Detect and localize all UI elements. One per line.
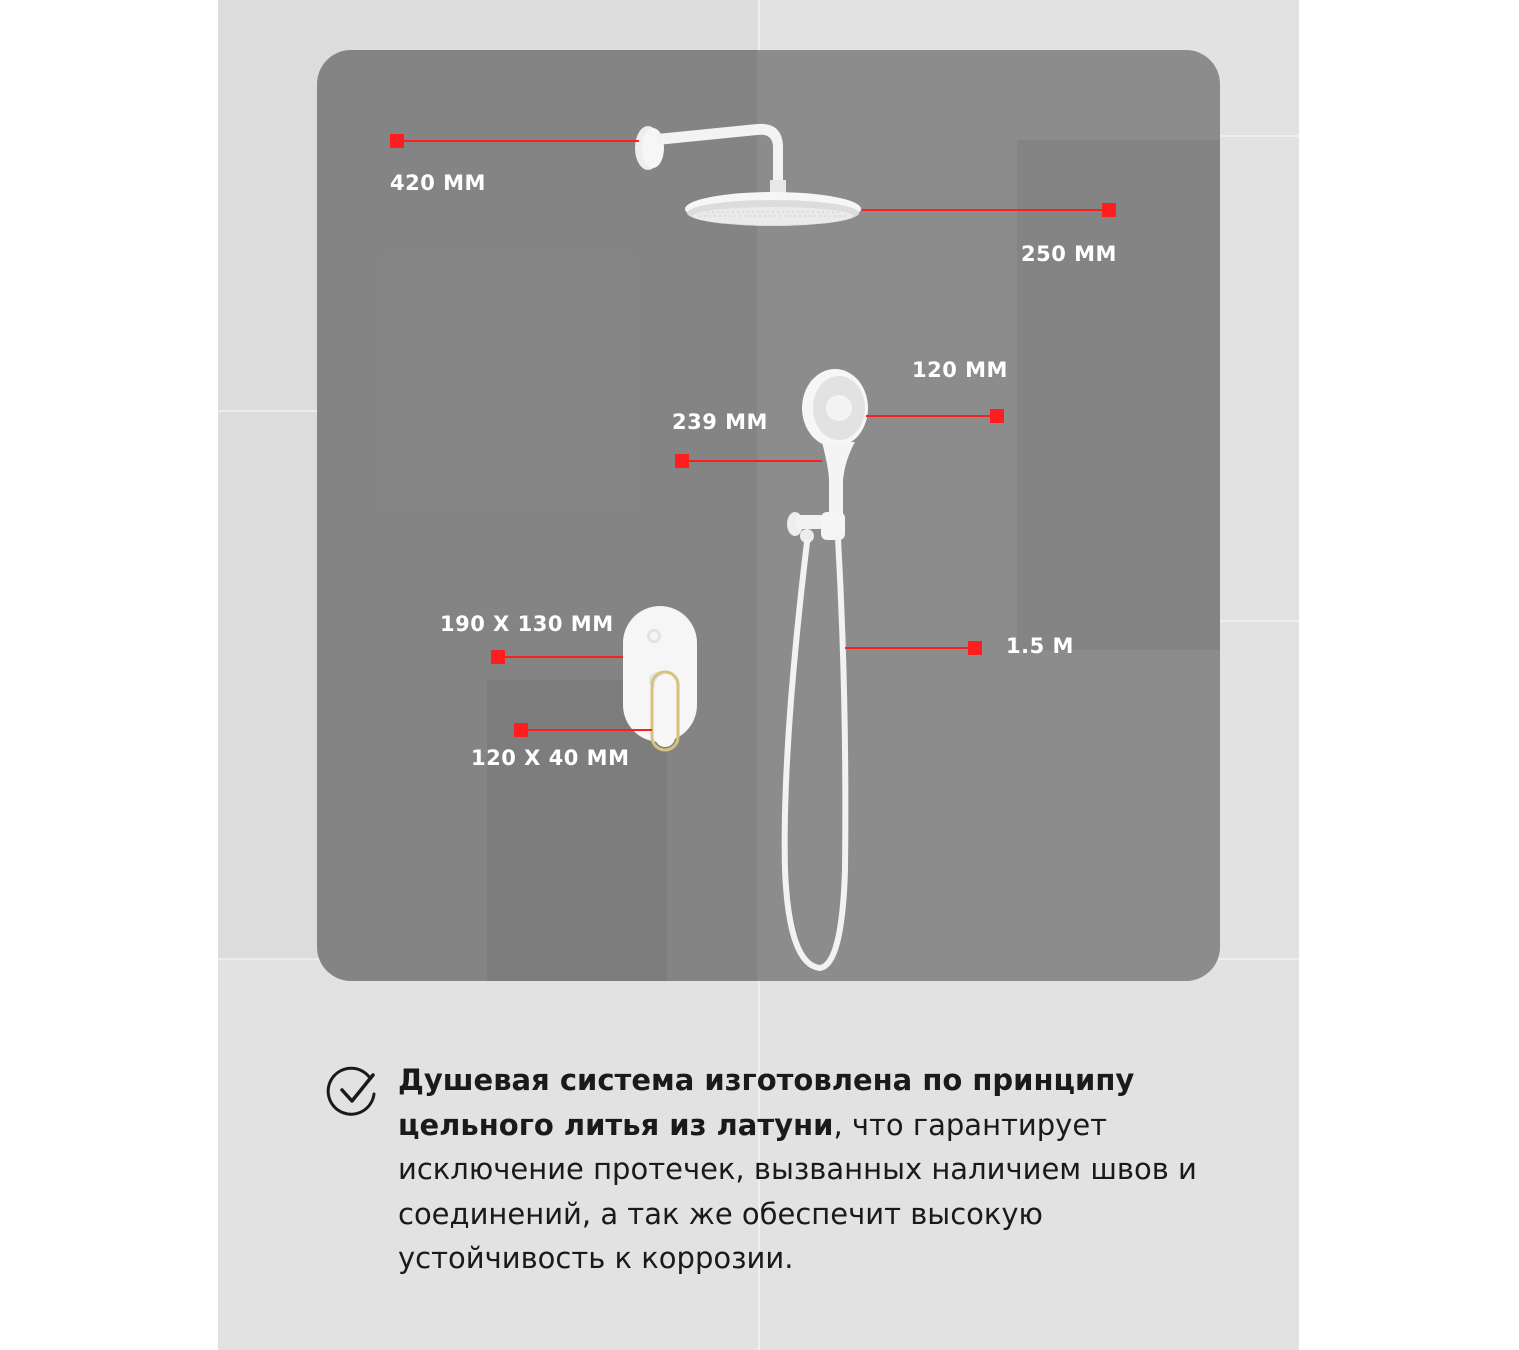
hand-shower-head-label: 120 MM [912,358,1008,382]
shower-hose [785,538,846,968]
hand-shower-length-label: 239 MM [672,410,768,434]
lever-label: 120 X 40 MM [471,746,630,770]
hose-length-marker [968,641,982,655]
description-regular: , что гарантирует исключение протечек, вызванных наличием швов и соединений, а так же обеспечит высокую устойчивость к коррозии. [398,1107,1197,1275]
tile-joint [218,410,318,412]
hand-shower-length-leader [682,460,822,462]
mixer-plate-label: 190 X 130 MM [440,612,614,636]
hose-length-leader [845,647,970,649]
hose-length-label: 1.5 M [1006,634,1074,658]
product-panel [317,50,1220,981]
tile-joint [1220,135,1299,137]
overhead-arm [635,124,786,194]
hand-shower [802,369,868,535]
head-diameter-leader [862,209,1107,211]
arm-length-leader [397,140,639,142]
rain-shower-head [685,192,861,226]
hand-shower-head-marker [990,409,1004,423]
head-diameter-label: 250 MM [1021,242,1117,266]
tile-joint [1220,620,1299,622]
arm-length-label: 420 MM [390,171,486,195]
poster [218,0,1299,1350]
mixer-plate-leader [498,656,623,658]
description-bold: Душевая система изготовлена по принципу цельного литья из латуни [398,1063,1135,1142]
lever-leader [521,729,652,731]
check-circle-icon [326,1064,380,1118]
head-diameter-marker [1102,203,1116,217]
hand-shower-head-leader [866,415,996,417]
description-text [398,1058,1198,1281]
